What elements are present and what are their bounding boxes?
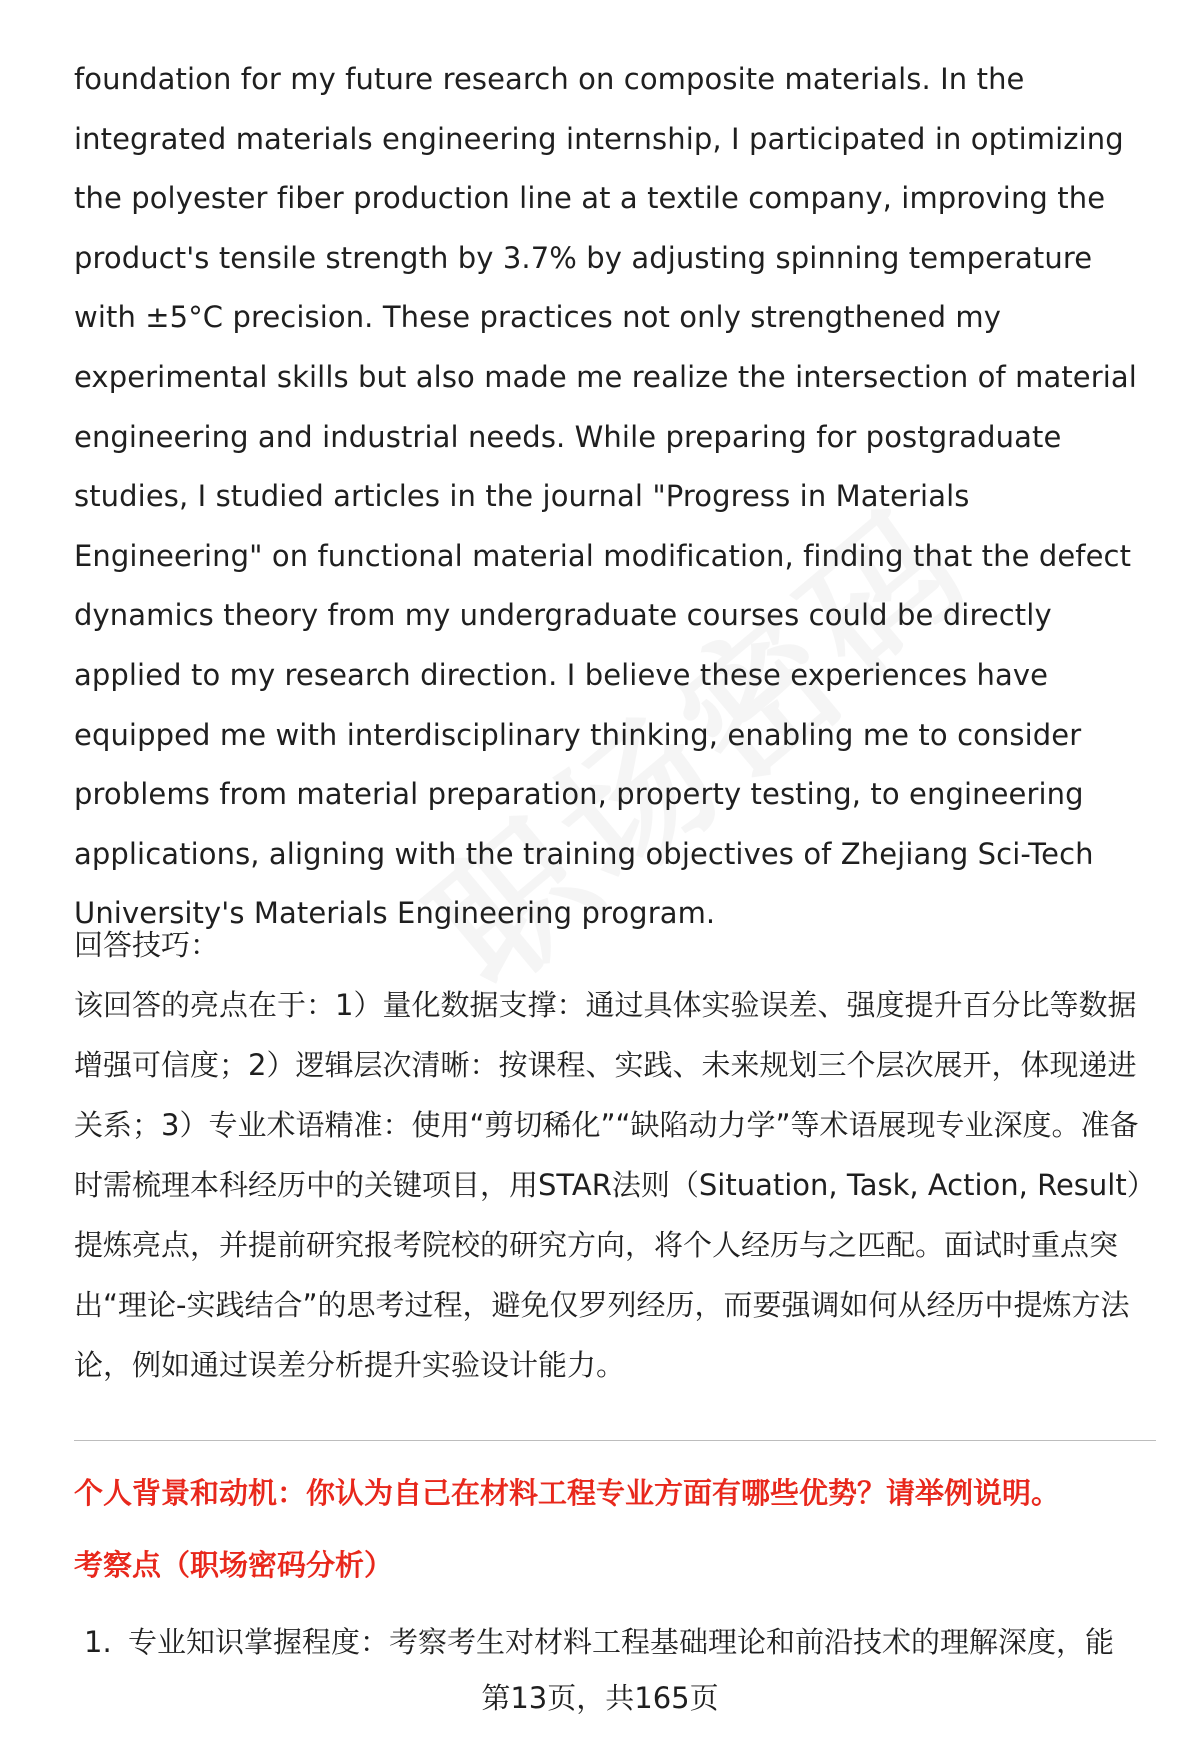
tips-title: 回答技巧：	[74, 928, 220, 962]
list-item-text: 专业知识掌握程度：考察考生对材料工程基础理论和前沿技术的理解深度，能	[128, 1625, 1115, 1659]
tips-body: 该回答的亮点在于：1）量化数据支撑：通过具体实验误差、强度提升百分比等数据增强可信度；2）逻辑层次清晰：按课程、实践、未来规划三个层次展开，体现递进关系；3）专业术语精准：使用“剪切稀化”“缺陷动力学”等术语展现专业深度。准备时需梳理本科经历中的关键项目，用STAR法则（Situation, Task, Action, Result）提炼亮点，并提前研究报考院校的研究方向，将个人经历与之匹配。面试时重点突出“理论-实践结合”的思考过程，避免仅罗列经历，而要强调如何从经历中提炼方法论，例如通过误差分析提升实验设计能力。	[74, 988, 1142, 1382]
section-heading: 考察点（职场密码分析）	[74, 1548, 394, 1582]
section-divider	[74, 1440, 1156, 1441]
question-heading: 个人背景和动机：你认为自己在材料工程专业方面有哪些优势？请举例说明。	[74, 1476, 1061, 1510]
list-item-number: 1.	[84, 1625, 112, 1659]
page-footer: 第13页，共165页	[481, 1681, 719, 1715]
list-item	[84, 1617, 1114, 1667]
answer-paragraph: foundation for my future research on composite materials. In the integrated materials engineering internship, I participated in optimizing the polyester fiber production line at a textile company, improving the product's tensile strength by 3.7% by adjusting spinning temperature with ±5°C precision. These practices not only strengthened my experimental skills but also made me realize the intersection of material engineering and industrial needs. While preparing for postgraduate studies, I studied articles in the journal "Progress in Materials Engineering" on functional material modification, finding that the defect dynamics theory from my undergraduate courses could be directly applied to my research direction. I believe these experiences have equipped me with interdisciplinary thinking, enabling me to consider problems from material preparation, property testing, to engineering applications, aligning with the training objectives of Zhejiang Sci-Tech University's Materials Engineering program.	[74, 62, 1137, 931]
